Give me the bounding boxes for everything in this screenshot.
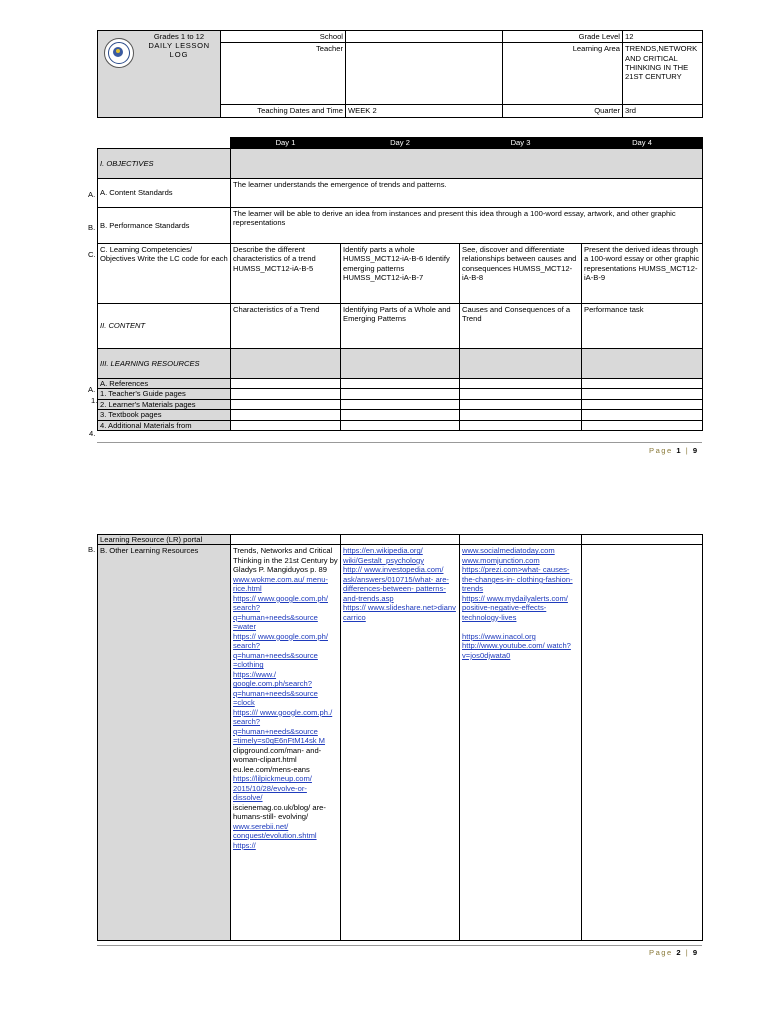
day-2-header: Day 2 [341,138,460,149]
content-day-2: Identifying Parts of a Whole and Emerging Patterns [341,304,460,349]
learning-area-text: TRENDS,NETWORK AND CRITICAL THINKING IN THE 21ST CENTURY [625,44,698,81]
resource-link[interactable]: https:// [233,840,256,850]
references-day-4 [582,379,703,389]
daily-lesson-title: DAILY LESSON [148,41,210,51]
tg-day-3 [460,389,582,399]
grade-level-value: 12 [623,31,703,43]
resource-link[interactable]: https://prezi.com>what- causes-the-changes-in- clothing-fashion-trends [462,565,573,594]
lm-day-1 [231,399,341,409]
content-day-4: Performance task [582,304,703,349]
page-sep: | [685,948,690,957]
header-logo-cell [98,31,221,118]
resource-link[interactable]: http://www.youtube.com/ watch?v=jos0djwata0 [462,641,571,660]
quarter-label: Quarter [503,105,623,117]
day-3-header: Day 3 [460,138,582,149]
content-day-3: Causes and Consequences of a Trend [460,304,582,349]
performance-standards-text: The learner will be able to derive an idea from instances and present this idea through a 100-word essay, artwork, and other graphic representations [231,208,703,244]
resource-text [462,622,579,631]
performance-standards-label: B. Performance Standards [98,208,231,244]
header-table [97,30,703,118]
marker-4: 4. [89,429,96,438]
content-standards-label: A. Content Standards [98,179,231,208]
resources-shaded-3 [460,349,582,379]
lm-day-3 [460,399,582,409]
content-heading: II. CONTENT [98,304,231,349]
dates-value: WEEK 2 [346,105,503,117]
resource-link[interactable]: http:// www.investopedia.com/ ask/answers/010715/what- are-differences-between- patterns-and-trends.asp [343,565,449,603]
page-total: 9 [692,446,699,455]
page-current: 2 [676,948,683,957]
quarter-value: 3rd [623,105,703,117]
marker-ref-a: A. [88,385,96,394]
resource-text: clipground.com/man- and-woman-clipart.html [233,745,322,765]
resource-text: iscienemag.co.uk/blog/ are-humans-still- evolving/ [233,802,326,822]
teacher-value [346,43,503,105]
tg-day-4 [582,389,703,399]
grade-level-label: Grade Level [503,31,623,43]
resource-link[interactable]: https:// www.google.com.ph/ search? q=human+needs&source =water [233,593,328,632]
tb-day-3 [460,410,582,420]
other-resources-day-2 [341,545,460,941]
content-day-1: Characteristics of a Trend [231,304,341,349]
content-standards-text: The learner understands the emergence of trends and patterns. [231,179,703,208]
tb-day-1 [231,410,341,420]
lr-day-3 [460,535,582,545]
resource-text: Trends, Networks and Critical Thinking in the 21st Century by Gladys P. Mangiduyos p. 89 [233,546,338,575]
learning-area-label: Learning Area [503,43,623,105]
resource-link[interactable]: https:// www.mydailyalerts.com/ positive-negative-effects- technology-lives [462,593,568,622]
lm-day-4 [582,399,703,409]
day-1-header: Day 1 [231,138,341,149]
lr-day-2 [341,535,460,545]
references-day-2 [341,379,460,389]
marker-other-b: B. [88,545,96,554]
page-current: 1 [676,446,683,455]
resources-shaded-1 [231,349,341,379]
page-sep: | [685,446,690,455]
other-resources-day-3 [460,545,582,941]
tg-day-1 [231,389,341,399]
other-resources-day-1 [231,545,341,941]
resource-link[interactable]: www.socialmediatoday.com [462,546,555,556]
references-label: A. References [98,379,231,389]
page-1-number [649,446,699,455]
marker-a: A. [88,190,96,199]
competency-day-4: Present the derived ideas through a 100-word essay or other graphic representations HUMSS_MCT12-iA-B-9 [582,244,703,304]
day-4-header: Day 4 [582,138,703,149]
teachers-guide-label: 1. Teacher's Guide pages [98,389,231,399]
objectives-shaded [231,149,703,179]
resource-link[interactable]: www.serebii.net/ conquest/evolution.shtml [233,821,317,841]
lr-portal-label: Learning Resource (LR) portal [98,535,231,545]
marker-c: C. [88,250,96,259]
resource-link[interactable]: https://en.wikipedia.org/ wiki/Gestalt_psychology [343,546,425,565]
page-2-number [649,948,699,957]
page-2-rule [97,945,702,946]
resource-link[interactable]: https://www./ google.com.ph/search? q=human+needs&source =clock [233,669,318,708]
am-day-3 [460,420,582,430]
learning-area-value [623,43,703,105]
log-title: LOG [169,50,189,60]
resources-table [97,534,703,941]
resource-link[interactable]: https://www.inacol.org [462,631,536,641]
resource-link[interactable]: https:// www.google.com.ph/ search? q=human+needs&source =clothing [233,631,328,670]
page-word: Page [649,948,673,957]
lesson-table [97,137,703,431]
references-day-1 [231,379,341,389]
competency-day-1: Describe the different characteristics of a trend HUMSS_MCT12-iA-B-5 [231,244,341,304]
learners-materials-label: 2. Learner's Materials pages [98,399,231,409]
resources-heading: III. LEARNING RESOURCES [98,349,231,379]
lr-day-4 [582,535,703,545]
resources-shaded-4 [582,349,703,379]
competency-day-2: Identify parts a whole HUMSS_MCT12-iA-B-6 Identify emerging patterns HUMSS_MCT12-iA-B-7 [341,244,460,304]
dates-label: Teaching Dates and Time [221,105,346,117]
additional-materials-label: 4. Additional Materials from [98,420,231,430]
tg-day-2 [341,389,460,399]
tb-day-4 [582,410,703,420]
competency-day-3: See, discover and differentiate relationships between causes and consequences HUMSS_MCT12-iA-B-8 [460,244,582,304]
resource-text: eu.lee.com/mens-eans [233,764,310,774]
page-total: 9 [692,948,699,957]
resource-link[interactable]: https:// www.slideshare.net>dianv carrico [343,603,456,622]
lr-day-1 [231,535,341,545]
resource-link[interactable]: www.wokme.com.au/ menu-rice.html [233,574,328,594]
textbook-label: 3. Textbook pages [98,410,231,420]
resource-link[interactable]: www.momjunction.com [462,555,540,565]
other-resources-day-4 [582,545,703,941]
school-label: School [221,31,346,43]
day-header-spacer [98,138,231,149]
references-day-3 [460,379,582,389]
am-day-2 [341,420,460,430]
objectives-heading: I. OBJECTIVES [98,149,231,179]
grades-label: Grades 1 to 12 [153,32,205,41]
school-value [346,31,503,43]
resources-shaded-2 [341,349,460,379]
marker-b: B. [88,223,96,232]
tb-day-2 [341,410,460,420]
teacher-label: Teacher [221,43,346,105]
am-day-4 [582,420,703,430]
resource-link[interactable]: https:/// www.google.com.ph./ search? q=human+needs&source =timely=s0qE6nFtM14sk M [233,707,333,746]
other-resources-label: B. Other Learning Resources [98,545,231,941]
deped-seal-icon [104,38,134,68]
resource-link[interactable]: https://lilpickmeup.com/ 2015/10/28/evolve-or- dissolve/ [233,774,312,803]
am-day-1 [231,420,341,430]
marker-1: 1. [91,396,98,405]
competencies-label: C. Learning Competencies/ Objectives Write the LC code for each [98,244,231,304]
lm-day-2 [341,399,460,409]
page-1-rule [97,442,702,443]
page-word: Page [649,446,673,455]
